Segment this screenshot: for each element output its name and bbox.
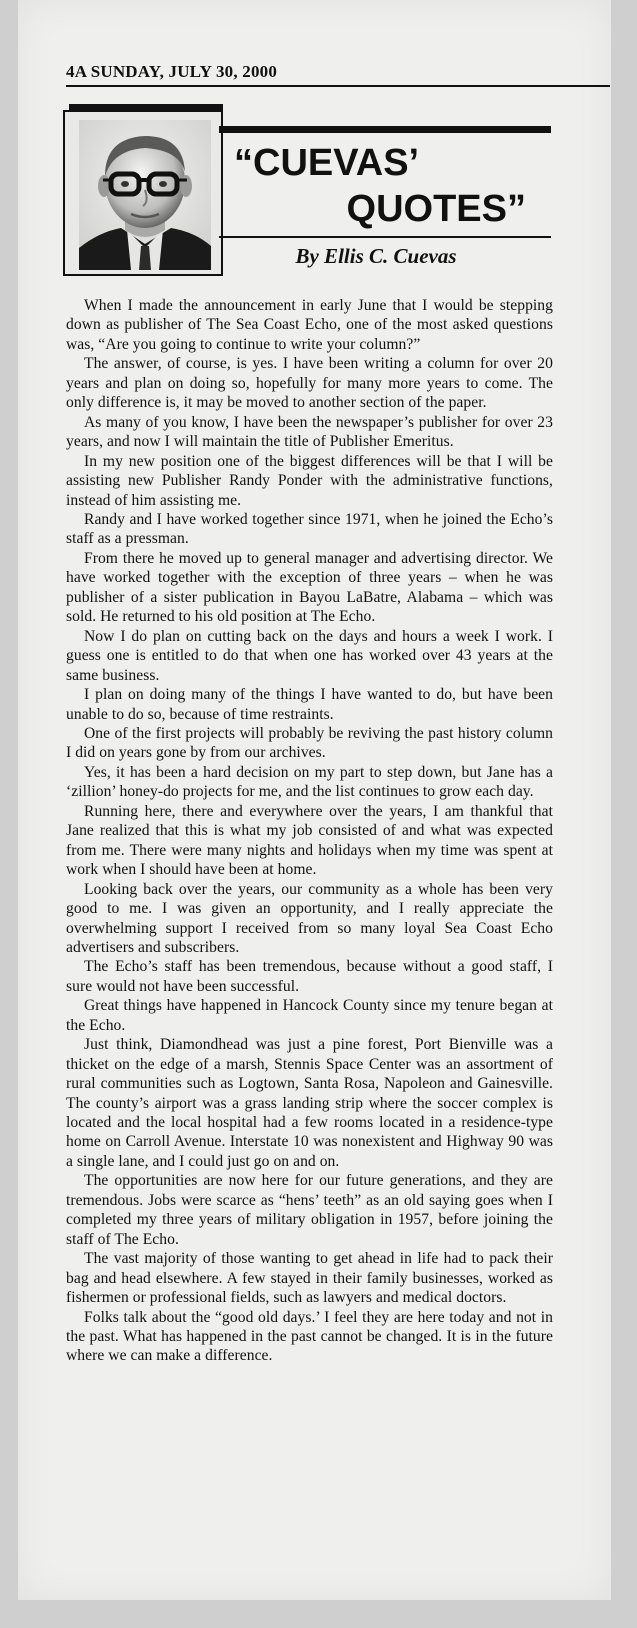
paragraph: Just think, Diamondhead was just a pine forest, Port Bienville was a thicket on the edge of a marsh, Stennis Space Center was an assortment of rural communities such as Logtown, Santa Rosa, Napoleon and Gainesville. The county’s airport was a grass landing strip where the soccer complex is located and the local hospital had a few rooms located in a residence-type home on Carroll Avenue. Interstate 10 was nonexistent and Highway 90 was a single lane, and I could just go on and on. <box>66 1036 553 1170</box>
frame-shadow-bar <box>69 104 223 112</box>
paragraph: Running here, there and everywhere over the years, I am thankful that Jane realized that this is what my job consisted of and what was expected from me. There were many nights and holidays when my time was spent at work when I should have been at home. <box>66 802 553 879</box>
paragraph: The opportunities are now here for our future generations, and they are tremendous. Jobs were scarce as “hens’ teeth” as an old saying goes when I completed my three years of military obligation in 1957, before joining the staff of The Echo. <box>66 1172 553 1248</box>
paragraph: As many of you know, I have been the newspaper’s publisher for over 23 years, and now I will maintain the title of Publisher Emeritus. <box>66 413 553 451</box>
paragraph: One of the first projects will probably be reviving the past history column I did on years gone by from our archives. <box>66 724 553 762</box>
paragraph: When I made the announcement in early June that I would be stepping down as publisher of The Sea Coast Echo, one of the most asked questions was, “Are you going to continue to write your column?” <box>66 297 553 353</box>
column-title-line2: QUOTES” <box>346 188 526 230</box>
headline-rule-top <box>219 126 551 133</box>
paragraph: Randy and I have worked together since 1971, when he joined the Echo’s staff as a pressman. <box>66 510 553 548</box>
paragraph: From there he moved up to general manager and advertising director. We have worked together with the exception of three years – when he was publisher of a sister publication in Bayou LaBatre, Alabama – which was sold. He returned to his old position at The Echo. <box>66 549 553 626</box>
paragraph: Great things have happened in Hancock County since my tenure began at the Echo. <box>66 997 553 1034</box>
paragraph: Looking back over the years, our community as a whole has been very good to me. I was given an opportunity, and I really appreciate the overwhelming support I received from so many loyal Sea Coast Echo advertisers and subscribers. <box>66 880 553 956</box>
paragraph: The Echo’s staff has been tremendous, because without a good staff, I sure would not have been successful. <box>66 958 553 995</box>
paragraph: The vast majority of those wanting to get ahead in life had to pack their bag and head elsewhere. A few stayed in their family businesses, worked as fishermen or professional fields, such as lawyers and medical doctors. <box>66 1250 553 1307</box>
paragraph: Folks talk about the “good old days.’ I feel they are here today and not in the past. What has happened in the past cannot be changed. It is in the future where we can make a difference. <box>66 1308 553 1365</box>
paragraph: In my new position one of the biggest differences will be that I will be assisting new Publisher Randy Ponder with the administrative functions, instead of him assisting me. <box>66 452 553 509</box>
paragraph: Yes, it has been a hard decision on my part to step down, but Jane has a ‘zillion’ honey-do projects for me, and the list continues to grow each day. <box>66 763 553 801</box>
column-title-line1: “CUEVAS’ <box>234 142 420 184</box>
dateline: 4A SUNDAY, JULY 30, 2000 <box>66 62 610 87</box>
paragraph: I plan on doing many of the things I have wanted to do, but have been unable to do so, because of time restraints. <box>66 686 553 723</box>
column-title <box>226 140 546 232</box>
headline-rule-bottom <box>219 236 551 238</box>
author-portrait-icon <box>79 120 211 270</box>
author-photo-frame <box>63 110 223 276</box>
article-body <box>66 296 553 1366</box>
paragraph: Now I do plan on cutting back on the days and hours a week I work. I guess one is entitled to do that when one has worked over 43 years at the same business. <box>66 627 553 684</box>
paragraph: The answer, of course, is yes. I have been writing a column for over 20 years and plan on doing so, hopefully for many more years to come. The only difference is, it may be moved to another section of the paper. <box>66 355 553 412</box>
byline: By Ellis C. Cuevas <box>295 244 457 268</box>
